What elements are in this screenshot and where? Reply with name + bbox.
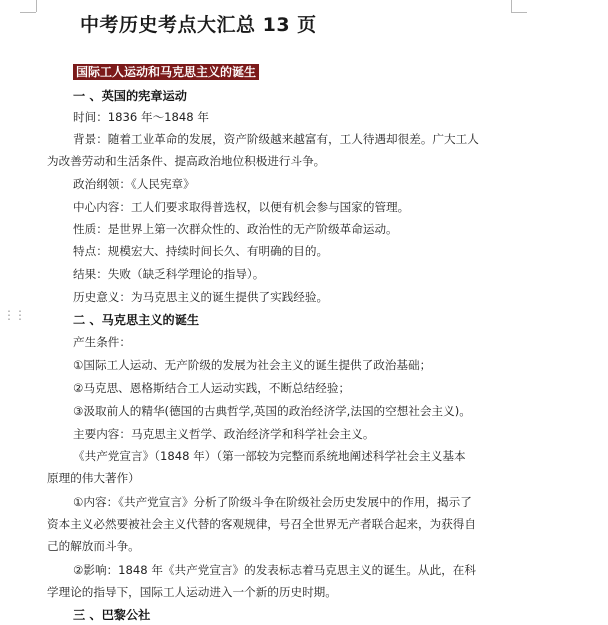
paragraph-line: 产生条件： bbox=[73, 335, 131, 349]
margin-corner-mark bbox=[511, 12, 527, 13]
paragraph-line: ②影响：1848 年《共产党宣言》的发表标志着马克思主义的诞生。从此，在科 bbox=[73, 563, 476, 577]
paragraph-line: 特点：规模宏大、持续时间长久、有明确的目的。 bbox=[73, 244, 329, 258]
paragraph-line: 为改善劳动和生活条件、提高政治地位积极进行斗争。 bbox=[47, 154, 326, 168]
page-title: 中考历史考点大汇总 13 页 bbox=[80, 14, 317, 36]
margin-corner-mark bbox=[36, 0, 37, 12]
section-heading: 三 、巴黎公社 bbox=[73, 608, 151, 622]
margin-corner-mark bbox=[20, 12, 36, 13]
margin-corner-mark bbox=[511, 0, 512, 12]
paragraph-line: ①内容：《共产党宣言》分析了阶级斗争在阶级社会历史发展中的作用，揭示了 bbox=[73, 495, 472, 509]
paragraph-line: 学理论的指导下，国际工人运动进入一个新的历史时期。 bbox=[47, 585, 337, 599]
section-heading: 二 、马克思主义的诞生 bbox=[73, 313, 200, 327]
paragraph-line: ①国际工人运动、无产阶级的发展为社会主义的诞生提供了政治基础； bbox=[73, 358, 432, 372]
paragraph-line: ②马克思、恩格斯结合工人运动实践，不断总结经验； bbox=[73, 381, 351, 395]
paragraph-line: 时间：1836 年～1848 年 bbox=[73, 110, 209, 124]
paragraph-line: 中心内容：工人们要求取得普选权，以便有机会参与国家的管理。 bbox=[73, 200, 410, 214]
paragraph-line: 结果：失败（缺乏科学理论的指导）。 bbox=[73, 267, 265, 281]
paragraph-line: 资本主义必然要被社会主义代替的客观规律，号召全世界无产者联合起来，为获得自 bbox=[47, 517, 476, 531]
paragraph-line: 己的解放而斗争。 bbox=[47, 539, 140, 553]
paragraph-line: 历史意义：为马克思主义的诞生提供了实践经验。 bbox=[73, 290, 329, 304]
paragraph-line: 主要内容：马克思主义哲学、政治经济学和科学社会主义。 bbox=[73, 427, 375, 441]
paragraph-line: 原理的伟大著作） bbox=[47, 471, 140, 485]
paragraph-line: 背景：随着工业革命的发展，资产阶级越来越富有，工人待遇却很差。广大工人 bbox=[73, 132, 479, 146]
section-banner: 国际工人运动和马克思主义的诞生 bbox=[73, 64, 259, 80]
paragraph-line: 政治纲领：《人民宪章》 bbox=[73, 177, 195, 191]
paragraph-line: 《共产党宣言》（1848 年）（第一部较为完整而系统地阐述科学社会主义基本 bbox=[73, 449, 466, 463]
paragraph-line: 性质：是世界上第一次群众性的、政治性的无产阶级革命运动。 bbox=[73, 222, 398, 236]
drag-handle-icon[interactable]: ⋮⋮ bbox=[3, 308, 25, 322]
paragraph-line: ③汲取前人的精华(德国的古典哲学,英国的政治经济学,法国的空想社会主义)。 bbox=[73, 404, 471, 418]
section-heading: 一 、英国的宪章运动 bbox=[73, 89, 187, 103]
